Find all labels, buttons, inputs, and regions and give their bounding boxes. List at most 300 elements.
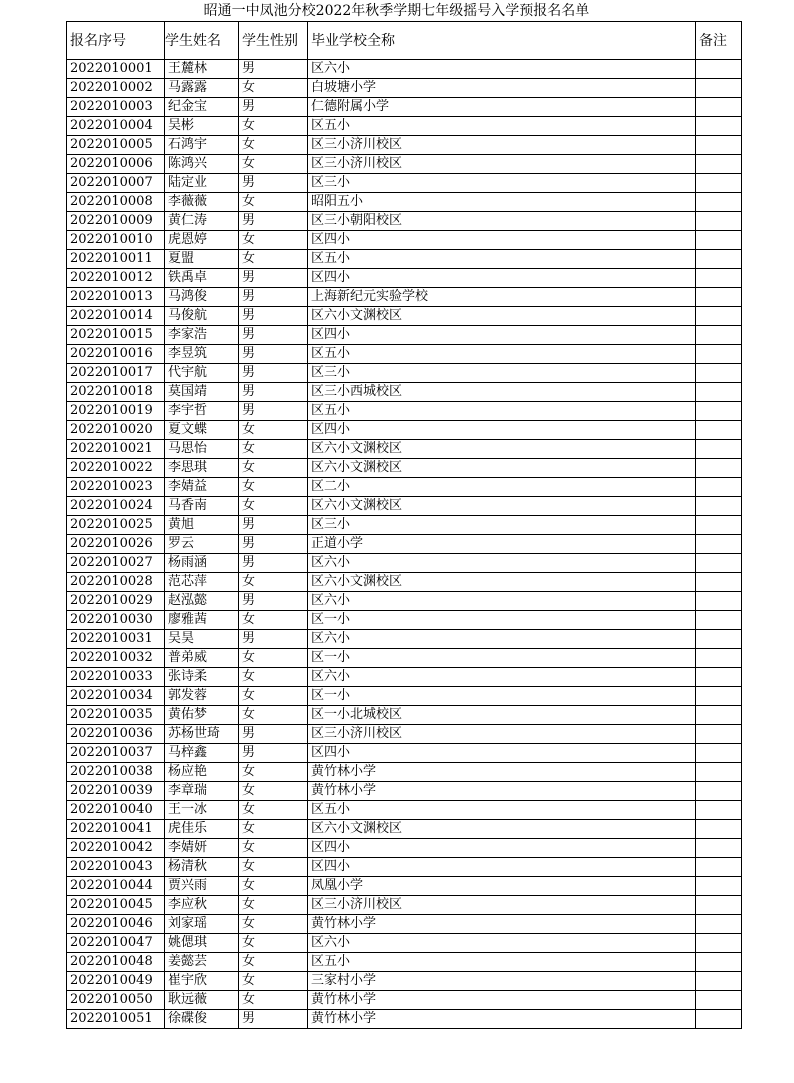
gender-cell: 女 [239,782,308,801]
gender-cell: 女 [239,934,308,953]
gender-cell: 男 [239,1010,308,1029]
student-name-cell: 郭发蓉 [165,687,239,706]
table-row [67,459,742,478]
registration-number-cell: 2022010043 [67,858,165,877]
student-name-cell: 马香南 [165,497,239,516]
registration-number-cell: 2022010006 [67,155,165,174]
remarks-cell [696,858,742,877]
school-name-cell: 区四小 [308,839,696,858]
school-name-cell: 区四小 [308,326,696,345]
registration-number-cell: 2022010045 [67,896,165,915]
remarks-cell [696,668,742,687]
student-name-cell: 夏文蝶 [165,421,239,440]
registration-number-cell: 2022010040 [67,801,165,820]
registration-number-cell: 2022010020 [67,421,165,440]
remarks-cell [696,1010,742,1029]
school-name-cell: 区五小 [308,117,696,136]
remarks-cell [696,592,742,611]
remarks-cell [696,98,742,117]
student-name-cell: 范芯萍 [165,573,239,592]
table-row [67,212,742,231]
table-row [67,326,742,345]
school-name-cell: 区四小 [308,231,696,250]
registration-number-cell: 2022010003 [67,98,165,117]
gender-cell: 女 [239,250,308,269]
gender-cell: 女 [239,421,308,440]
remarks-cell [696,535,742,554]
student-name-cell: 李薇薇 [165,193,239,212]
gender-cell: 女 [239,117,308,136]
student-name-cell: 徐碟俊 [165,1010,239,1029]
remarks-cell [696,174,742,193]
table-row [67,744,742,763]
remarks-cell [696,269,742,288]
registration-number-cell: 2022010048 [67,953,165,972]
student-name-cell: 苏杨世琦 [165,725,239,744]
remarks-cell [696,573,742,592]
school-name-cell: 三家村小学 [308,972,696,991]
gender-cell: 男 [239,326,308,345]
registration-number-cell: 2022010021 [67,440,165,459]
student-name-cell: 王麓林 [165,60,239,79]
gender-cell: 男 [239,98,308,117]
remarks-cell [696,706,742,725]
gender-cell: 男 [239,288,308,307]
remarks-cell [696,345,742,364]
table-row [67,554,742,573]
student-name-cell: 李章瑞 [165,782,239,801]
gender-cell: 女 [239,136,308,155]
remarks-cell [696,744,742,763]
gender-cell: 男 [239,269,308,288]
remarks-cell [696,307,742,326]
remarks-cell [696,383,742,402]
student-name-cell: 陈鸿兴 [165,155,239,174]
school-name-cell: 黄竹林小学 [308,782,696,801]
registration-number-cell: 2022010010 [67,231,165,250]
student-name-cell: 张诗柔 [165,668,239,687]
school-name-cell: 区二小 [308,478,696,497]
remarks-cell [696,953,742,972]
school-name-cell: 区三小西城校区 [308,383,696,402]
school-name-cell: 区六小文渊校区 [308,459,696,478]
school-name-cell: 区六小文渊校区 [308,440,696,459]
student-name-cell: 杨清秋 [165,858,239,877]
registration-number-cell: 2022010009 [67,212,165,231]
student-name-cell: 李家浩 [165,326,239,345]
table-row [67,839,742,858]
table-row [67,98,742,117]
table-row [67,421,742,440]
student-name-cell: 罗云 [165,535,239,554]
school-name-cell: 区四小 [308,744,696,763]
school-name-cell: 区六小 [308,60,696,79]
table-row [67,972,742,991]
remarks-cell [696,193,742,212]
registration-number-cell: 2022010039 [67,782,165,801]
gender-cell: 女 [239,79,308,98]
registration-number-cell: 2022010027 [67,554,165,573]
header-school-name: 毕业学校全称 [308,22,696,60]
gender-cell: 男 [239,516,308,535]
registration-number-cell: 2022010026 [67,535,165,554]
gender-cell: 女 [239,801,308,820]
gender-cell: 女 [239,440,308,459]
school-name-cell: 区一小 [308,649,696,668]
table-row [67,763,742,782]
gender-cell: 男 [239,402,308,421]
registration-number-cell: 2022010024 [67,497,165,516]
school-name-cell: 区六小 [308,554,696,573]
remarks-cell [696,497,742,516]
gender-cell: 女 [239,478,308,497]
student-name-cell: 铁禹卓 [165,269,239,288]
school-name-cell: 区六小文渊校区 [308,573,696,592]
student-name-cell: 黄旭 [165,516,239,535]
gender-cell: 女 [239,915,308,934]
remarks-cell [696,478,742,497]
table-row [67,269,742,288]
table-row [67,630,742,649]
table-row [67,1010,742,1029]
remarks-cell [696,649,742,668]
gender-cell: 女 [239,497,308,516]
gender-cell: 女 [239,972,308,991]
school-name-cell: 区六小文渊校区 [308,497,696,516]
school-name-cell: 区三小济川校区 [308,896,696,915]
school-name-cell: 区六小 [308,592,696,611]
header-student-gender: 学生性别 [239,22,308,60]
registration-number-cell: 2022010015 [67,326,165,345]
table-row [67,649,742,668]
table-row [67,991,742,1010]
gender-cell: 女 [239,459,308,478]
student-name-cell: 李昱筑 [165,345,239,364]
school-name-cell: 区五小 [308,801,696,820]
student-name-cell: 莫国靖 [165,383,239,402]
table-row [67,858,742,877]
registration-number-cell: 2022010051 [67,1010,165,1029]
gender-cell: 女 [239,231,308,250]
table-row [67,573,742,592]
student-name-cell: 李婧妍 [165,839,239,858]
registration-number-cell: 2022010002 [67,79,165,98]
student-name-cell: 李婧益 [165,478,239,497]
gender-cell: 男 [239,60,308,79]
school-name-cell: 凤凰小学 [308,877,696,896]
school-name-cell: 区三小 [308,516,696,535]
registration-number-cell: 2022010008 [67,193,165,212]
school-name-cell: 黄竹林小学 [308,1010,696,1029]
registration-number-cell: 2022010033 [67,668,165,687]
registration-number-cell: 2022010041 [67,820,165,839]
student-name-cell: 吴彬 [165,117,239,136]
registration-number-cell: 2022010031 [67,630,165,649]
table-row [67,801,742,820]
school-name-cell: 白坡塘小学 [308,79,696,98]
remarks-cell [696,839,742,858]
student-name-cell: 杨雨涵 [165,554,239,573]
school-name-cell: 区三小 [308,364,696,383]
registration-number-cell: 2022010005 [67,136,165,155]
student-name-cell: 杨应艳 [165,763,239,782]
gender-cell: 女 [239,991,308,1010]
table-body [67,60,742,1029]
school-name-cell: 区五小 [308,345,696,364]
table-row [67,60,742,79]
school-name-cell: 仁德附属小学 [308,98,696,117]
remarks-cell [696,459,742,478]
registration-number-cell: 2022010042 [67,839,165,858]
table-row [67,136,742,155]
table-row [67,782,742,801]
school-name-cell: 区五小 [308,953,696,972]
registration-number-cell: 2022010029 [67,592,165,611]
remarks-cell [696,231,742,250]
school-name-cell: 区三小济川校区 [308,136,696,155]
student-name-cell: 王一冰 [165,801,239,820]
remarks-cell [696,516,742,535]
gender-cell: 女 [239,896,308,915]
gender-cell: 男 [239,364,308,383]
gender-cell: 女 [239,839,308,858]
gender-cell: 女 [239,193,308,212]
registration-number-cell: 2022010030 [67,611,165,630]
gender-cell: 女 [239,820,308,839]
table-row [67,440,742,459]
student-name-cell: 虎恩婷 [165,231,239,250]
registration-number-cell: 2022010050 [67,991,165,1010]
table-row [67,820,742,839]
school-name-cell: 区六小文渊校区 [308,820,696,839]
registration-number-cell: 2022010035 [67,706,165,725]
remarks-cell [696,250,742,269]
school-name-cell: 区六小 [308,934,696,953]
gender-cell: 女 [239,763,308,782]
gender-cell: 女 [239,611,308,630]
table-row [67,516,742,535]
registration-number-cell: 2022010049 [67,972,165,991]
school-name-cell: 黄竹林小学 [308,991,696,1010]
student-name-cell: 廖雅茜 [165,611,239,630]
gender-cell: 男 [239,307,308,326]
remarks-cell [696,687,742,706]
remarks-cell [696,326,742,345]
table-row [67,79,742,98]
student-name-cell: 耿远薇 [165,991,239,1010]
table-row [67,155,742,174]
table-row [67,896,742,915]
remarks-cell [696,79,742,98]
school-name-cell: 区四小 [308,421,696,440]
table-header-row [67,22,742,60]
student-name-cell: 李宇哲 [165,402,239,421]
student-name-cell: 马俊航 [165,307,239,326]
student-name-cell: 马鸿俊 [165,288,239,307]
school-name-cell: 区五小 [308,250,696,269]
registration-number-cell: 2022010047 [67,934,165,953]
gender-cell: 女 [239,573,308,592]
remarks-cell [696,611,742,630]
student-name-cell: 代宇航 [165,364,239,383]
remarks-cell [696,763,742,782]
school-name-cell: 昭阳五小 [308,193,696,212]
remarks-cell [696,117,742,136]
gender-cell: 男 [239,174,308,193]
gender-cell: 女 [239,155,308,174]
gender-cell: 男 [239,630,308,649]
school-name-cell: 上海新纪元实验学校 [308,288,696,307]
registration-number-cell: 2022010032 [67,649,165,668]
table-row [67,915,742,934]
gender-cell: 女 [239,706,308,725]
gender-cell: 男 [239,592,308,611]
gender-cell: 男 [239,744,308,763]
remarks-cell [696,782,742,801]
school-name-cell: 区三小朝阳校区 [308,212,696,231]
student-name-cell: 吴昊 [165,630,239,649]
table-row [67,687,742,706]
remarks-cell [696,877,742,896]
school-name-cell: 区一小北城校区 [308,706,696,725]
school-name-cell: 黄竹林小学 [308,763,696,782]
remarks-cell [696,155,742,174]
registration-number-cell: 2022010007 [67,174,165,193]
student-name-cell: 李应秋 [165,896,239,915]
table-row [67,934,742,953]
school-name-cell: 正道小学 [308,535,696,554]
remarks-cell [696,440,742,459]
registration-number-cell: 2022010046 [67,915,165,934]
registration-number-cell: 2022010044 [67,877,165,896]
school-name-cell: 黄竹林小学 [308,915,696,934]
registration-number-cell: 2022010017 [67,364,165,383]
table-row [67,611,742,630]
table-row [67,288,742,307]
school-name-cell: 区六小 [308,668,696,687]
registration-number-cell: 2022010011 [67,250,165,269]
remarks-cell [696,212,742,231]
header-student-name: 学生姓名 [165,22,239,60]
registration-number-cell: 2022010037 [67,744,165,763]
remarks-cell [696,364,742,383]
table-row [67,535,742,554]
gender-cell: 男 [239,345,308,364]
header-registration-number: 报名序号 [67,22,165,60]
remarks-cell [696,972,742,991]
remarks-cell [696,991,742,1010]
registration-number-cell: 2022010004 [67,117,165,136]
student-name-cell: 黄仁涛 [165,212,239,231]
gender-cell: 男 [239,554,308,573]
school-name-cell: 区三小济川校区 [308,155,696,174]
remarks-cell [696,915,742,934]
table-row [67,877,742,896]
student-name-cell: 黄佑梦 [165,706,239,725]
school-name-cell: 区六小文渊校区 [308,307,696,326]
school-name-cell: 区一小 [308,611,696,630]
student-name-cell: 刘家瑶 [165,915,239,934]
remarks-cell [696,820,742,839]
registration-number-cell: 2022010014 [67,307,165,326]
registration-number-cell: 2022010023 [67,478,165,497]
table-row [67,307,742,326]
student-name-cell: 姜懿芸 [165,953,239,972]
table-row [67,478,742,497]
table-row [67,250,742,269]
table-row [67,231,742,250]
table-row [67,953,742,972]
remarks-cell [696,421,742,440]
table-row [67,668,742,687]
registration-number-cell: 2022010036 [67,725,165,744]
gender-cell: 女 [239,649,308,668]
remarks-cell [696,934,742,953]
gender-cell: 女 [239,687,308,706]
table-row [67,706,742,725]
student-name-cell: 马思怡 [165,440,239,459]
registration-number-cell: 2022010022 [67,459,165,478]
student-name-cell: 贾兴雨 [165,877,239,896]
remarks-cell [696,801,742,820]
student-name-cell: 普弟威 [165,649,239,668]
student-name-cell: 纪金宝 [165,98,239,117]
student-name-cell: 马梓鑫 [165,744,239,763]
student-name-cell: 崔宇欣 [165,972,239,991]
registration-number-cell: 2022010018 [67,383,165,402]
school-name-cell: 区三小济川校区 [308,725,696,744]
registration-number-cell: 2022010038 [67,763,165,782]
remarks-cell [696,402,742,421]
school-name-cell: 区一小 [308,687,696,706]
registration-number-cell: 2022010001 [67,60,165,79]
registration-number-cell: 2022010034 [67,687,165,706]
table-row [67,193,742,212]
gender-cell: 女 [239,877,308,896]
table-row [67,364,742,383]
remarks-cell [696,554,742,573]
remarks-cell [696,136,742,155]
gender-cell: 男 [239,212,308,231]
student-name-cell: 陆定业 [165,174,239,193]
table-row [67,383,742,402]
student-name-cell: 马露露 [165,79,239,98]
student-name-cell: 李思琪 [165,459,239,478]
gender-cell: 男 [239,725,308,744]
gender-cell: 女 [239,858,308,877]
gender-cell: 男 [239,535,308,554]
student-name-cell: 赵泓懿 [165,592,239,611]
registration-table [66,21,742,1029]
table-row [67,402,742,421]
gender-cell: 女 [239,668,308,687]
student-name-cell: 石鸿宇 [165,136,239,155]
document-title: 昭通一中凤池分校2022年秋季学期七年级摇号入学预报名名单 [203,3,590,19]
remarks-cell [696,896,742,915]
school-name-cell: 区四小 [308,269,696,288]
table-row [67,725,742,744]
registration-number-cell: 2022010013 [67,288,165,307]
registration-number-cell: 2022010025 [67,516,165,535]
student-name-cell: 虎佳乐 [165,820,239,839]
registration-number-cell: 2022010019 [67,402,165,421]
table-row [67,174,742,193]
table-row [67,117,742,136]
gender-cell: 女 [239,953,308,972]
remarks-cell [696,725,742,744]
student-name-cell: 姚偲琪 [165,934,239,953]
remarks-cell [696,60,742,79]
